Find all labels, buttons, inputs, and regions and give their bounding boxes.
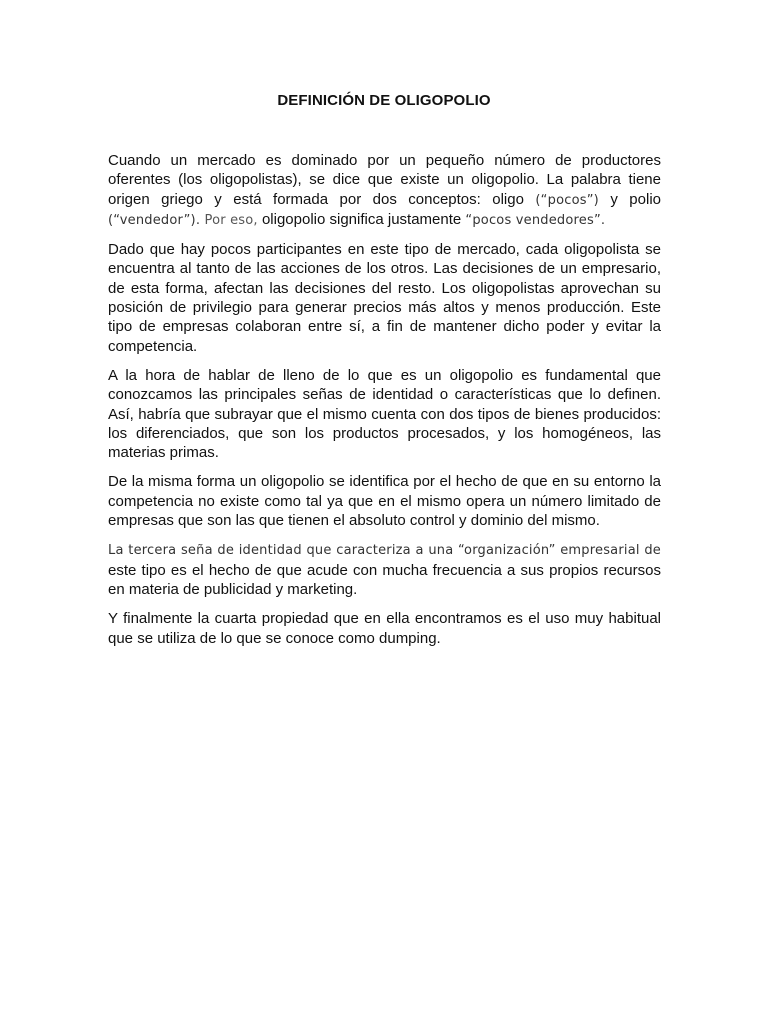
document-body xyxy=(108,151,661,658)
p1-text-e: Por eso, xyxy=(200,212,258,228)
p1-text-d: (“vendedor”). xyxy=(108,212,201,228)
p1-text-c: y polio xyxy=(598,190,661,208)
p1-text-g: “pocos vendedores”. xyxy=(465,212,606,228)
paragraph-4: De la misma forma un oligopolio se identifica por el hecho de que en su entorno la competencia no existe como tal ya que en el mismo opera un número limitado de empresas que son las que tienen el absoluto control y dominio del mismo. xyxy=(108,473,661,530)
document-title: DEFINICIÓN DE OLIGOPOLIO xyxy=(277,92,491,109)
paragraph-1 xyxy=(108,151,661,230)
p5-text-b: este tipo es el hecho de que acude con mucha frecuencia a sus propios recursos en materia de publicidad y marketing. xyxy=(108,561,661,598)
p5-text-a: La tercera seña de identidad que caracteriza a una “organización” empresarial de xyxy=(108,543,661,559)
paragraph-3: A la hora de hablar de lleno de lo que es un oligopolio es fundamental que conozcamos las principales señas de identidad o características que lo definen. Así, habría que subrayar que el mismo cuenta con dos tipos de bienes producidos: los diferenciados, que son los productos procesados, y los homogéneos, las materias primas. xyxy=(108,366,661,462)
paragraph-6: Y finalmente la cuarta propiedad que en ella encontramos es el uso muy habitual que se utiliza de lo que se conoce como dumping. xyxy=(108,610,661,647)
p1-text-a: Cuando un mercado es dominado por un pequeño número de productores oferentes (los oligopolistas), se dice que existe un oligopolio. La palabra tiene origen griego y está formada por dos conceptos: oligo xyxy=(108,152,661,208)
p1-text-b: (“pocos”) xyxy=(535,192,599,208)
paragraph-2: Dado que hay pocos participantes en este tipo de mercado, cada oligopolista se encuentra al tanto de las acciones de los otros. Las decisiones de un empresario, de esta forma, afectan las decisiones del resto. Los oligopolistas aprovechan su posición de privilegio para generar precios más altos y menos producción. Este tipo de empresas colaboran entre sí, a fin de mantener dicho poder y evitar la competencia. xyxy=(108,241,661,355)
p1-text-f: oligopolio significa justamente xyxy=(257,210,466,228)
paragraph-5 xyxy=(108,540,661,599)
